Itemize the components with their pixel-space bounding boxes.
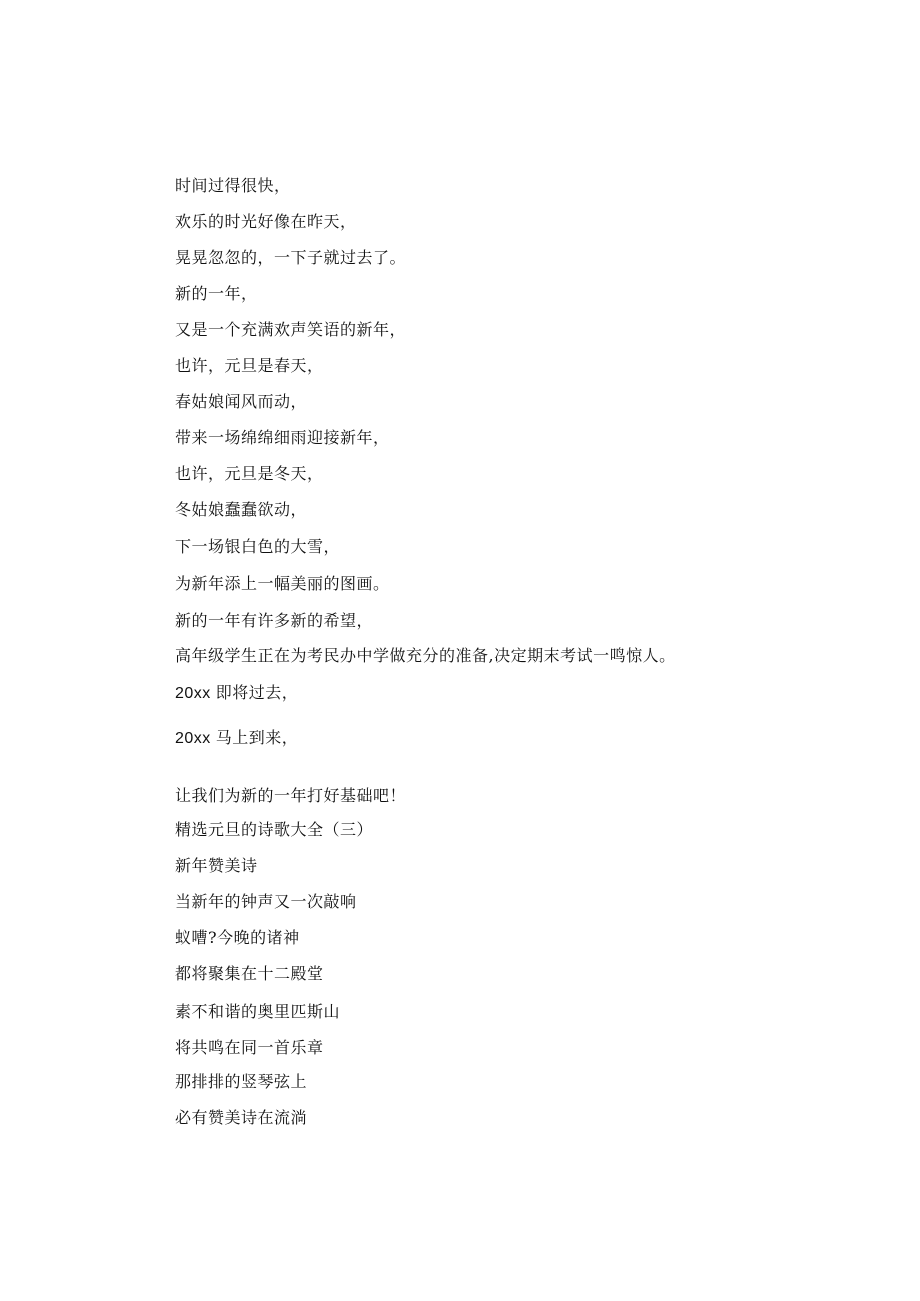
poem-line: 欢乐的时光好像在昨天， [175,212,357,231]
poem-line: 素不和谐的奥里匹斯山 [175,1002,341,1021]
poem-line: 20xx 马上到来， [175,730,299,747]
poem-line: 让我们为新的一年打好基础吧！ [175,786,407,805]
poem-line: 20xx 即将过去， [175,685,299,702]
poem-line: 当新年的钟声又一次敲响 [175,892,357,911]
poem-line: 带来一场绵绵细雨迎接新年， [175,428,390,447]
poem-line: 下一场银白色的大雪， [175,537,341,556]
poem-line: 蚁嘈?今晚的诸神 [175,928,300,947]
poem-line: 也许，元旦是春天， [175,356,324,375]
poem-line: 新的一年， [175,284,258,303]
poem-line: 必有赞美诗在流淌 [175,1108,308,1127]
poem-line: 也许，元旦是冬天， [175,464,324,483]
poem-line: 时间过得很快， [175,176,291,195]
poem-line: 晃晃忽忽的，一下子就过去了。 [175,248,407,267]
poem-line: 春姑娘闻风而动， [175,392,308,411]
poem-line: 冬姑娘蠢蠢欲动， [175,500,308,519]
poem-line: 新的一年有许多新的希望， [175,611,374,630]
poem-line: 将共鸣在同一首乐章 [175,1038,324,1057]
poem-line: 那排排的竖琴弦上 [175,1072,308,1091]
poem-line: 都将聚集在十二殿堂 [175,964,324,983]
poem-line: 又是一个充满欢声笑语的新年， [175,320,407,339]
poem-title: 新年赞美诗 [175,856,258,875]
poem-line: 高年级学生正在为考民办中学做充分的准备,决定期末考试一鸣惊人。 [175,646,676,665]
section-heading: 精选元旦的诗歌大全（三） [175,820,374,839]
poem-line: 为新年添上一幅美丽的图画。 [175,574,390,593]
